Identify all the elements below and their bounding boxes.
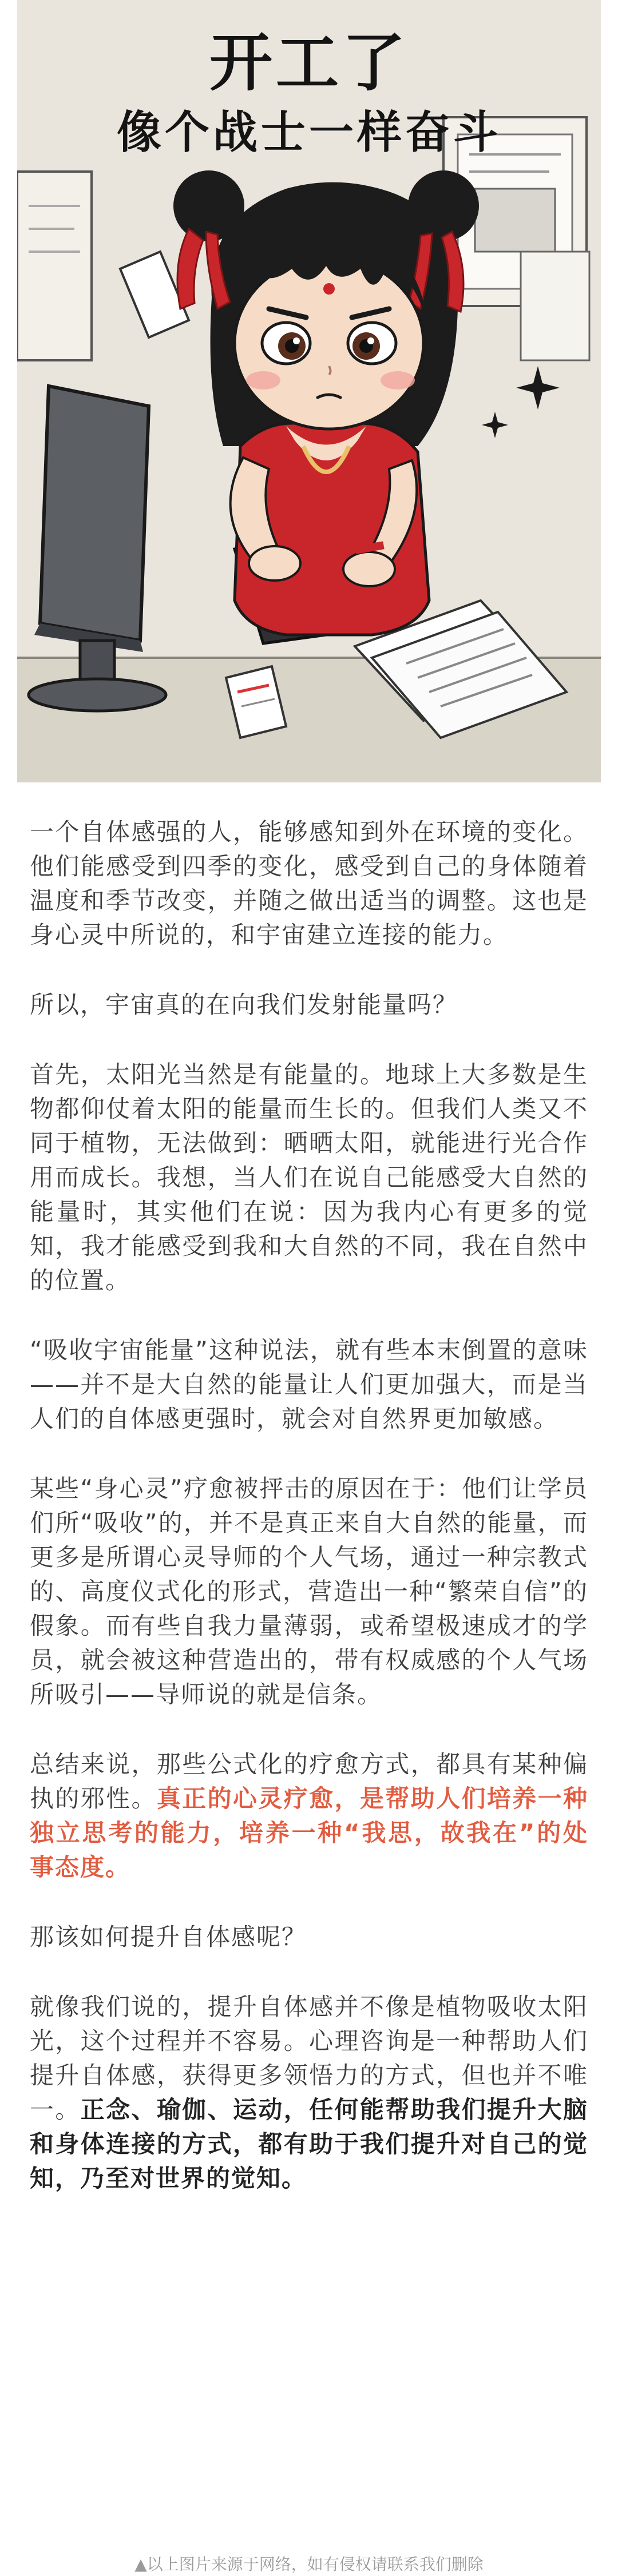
paragraph-sunlight-energy: 首先，太阳光当然是有能量的。地球上大多数是生物都仰仗着太阳的能量而生长的。但我们人类又不同于植物，无法做到：晒晒太阳，就能进行光合作用而成长。我想，当人们在说自己能感受大自然的能量时，其实他们在说：因为我内心有更多的觉知，我才能感受到我和大自然的不同，我在自然中的位置。 bbox=[30, 1060, 588, 1294]
image-source-note: ▲以上图片来源于网络，如有侵权请联系我们删除 bbox=[134, 2555, 484, 2574]
paragraph-summary bbox=[30, 1747, 588, 1885]
summary-highlight: 真正的心灵疗愈，是帮助人们培养一种独立思考的能力，培养一种“我思，故我在”的处事态度。 bbox=[30, 1784, 588, 1881]
paragraph-question-universe: 所以，宇宙真的在向我们发射能量吗？ bbox=[30, 991, 458, 1019]
summary-text: 总结来说，那些公式化的疗愈方式，都具有某种偏执的邪性。 bbox=[30, 1750, 588, 1812]
paragraph-how-to-improve: 那该如何提升自体感呢？ bbox=[30, 1923, 307, 1951]
methods-bold: 正念、瑜伽、运动，任何能帮助我们提升大脑和身体连接的方式，都有助于我们提升对自己的觉知，乃至对世界的觉知。 bbox=[30, 2096, 588, 2192]
hero-title-line2: 像个战士一样奋斗 bbox=[116, 107, 501, 158]
paragraph-absorb-energy: “吸收宇宙能量”这种说法，就有些本末倒置的意味——并不是大自然的能量让人们更加强大，而是当人们的自体感更强时，就会对自然界更加敏感。 bbox=[30, 1336, 588, 1433]
paragraph-healing-critique: 某些“身心灵”疗愈被抨击的原因在于：他们让学员们所“吸收”的，并不是真正来自大自然的能量，而更多是所谓心灵导师的个人气场，通过一种宗教式的、高度仪式化的形式，营造出一种“繁荣自信”的假象。而有些自我力量薄弱，或希望极速成才的学员，就会被这种营造出的，带有权威感的个人气场所吸引——导师说的就是信条。 bbox=[30, 1474, 588, 1708]
methods-text: 就像我们说的，提升自体感并不像是植物吸收太阳光，这个过程并不容易。心理咨询是一种帮助人们提升自体感，获得更多领悟力的方式，但也并不唯一。 bbox=[30, 1993, 588, 2124]
article-body bbox=[30, 815, 588, 2231]
hero-title-line1: 开工了 bbox=[209, 26, 409, 100]
paragraph-self-perception: 一个自体感强的人，能够感知到外在环境的变化。他们能感受到四季的变化，感受到自己的身体随着温度和季节改变，并随之做出适当的调整。这也是身心灵中所说的，和宇宙建立连接的能力。 bbox=[30, 818, 588, 949]
hero-illustration bbox=[17, 0, 601, 782]
paragraph-methods bbox=[30, 1990, 588, 2196]
